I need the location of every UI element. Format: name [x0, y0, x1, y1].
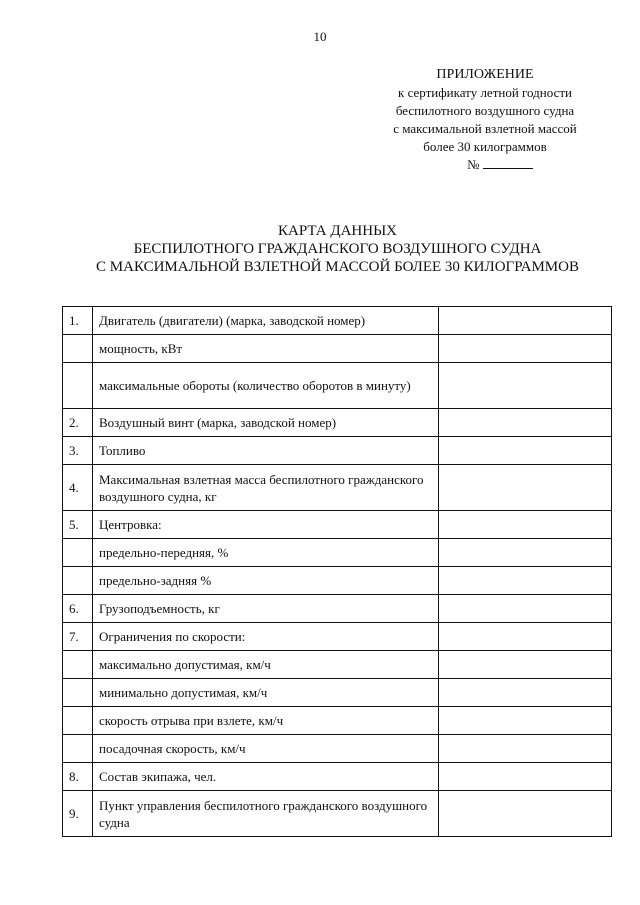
table-row: [63, 363, 612, 409]
table-row: [63, 707, 612, 735]
data-card-table: [62, 306, 612, 837]
number-sign: №: [467, 157, 480, 172]
table-row: [63, 651, 612, 679]
row-value-cell[interactable]: [439, 511, 612, 539]
table-row: [63, 437, 612, 465]
appendix-line: к сертификату летной годности: [398, 85, 572, 100]
table-row: [63, 465, 612, 511]
row-label: посадочная скорость, км/ч: [93, 735, 439, 763]
appendix-line: беспилотного воздушного судна: [395, 103, 575, 118]
certificate-number-blank: [483, 156, 533, 169]
row-number: 5.: [63, 511, 93, 539]
row-value-cell[interactable]: [439, 465, 612, 511]
row-value-cell[interactable]: [439, 335, 612, 363]
row-value-cell[interactable]: [439, 363, 612, 409]
row-number: [63, 567, 93, 595]
row-number: [63, 363, 93, 409]
row-value-cell[interactable]: [439, 307, 612, 335]
row-number: 7.: [63, 623, 93, 651]
row-number: [63, 651, 93, 679]
table-row: [63, 595, 612, 623]
table-row: [63, 735, 612, 763]
table-row: [63, 679, 612, 707]
row-label: Центровка:: [93, 511, 439, 539]
page-number: 10: [313, 29, 327, 44]
row-number: [63, 679, 93, 707]
row-value-cell[interactable]: [439, 791, 612, 837]
row-value-cell[interactable]: [439, 595, 612, 623]
row-number: [63, 539, 93, 567]
row-label: максимальные обороты (количество оборотов в минуту): [93, 363, 439, 409]
row-label: Пункт управления беспилотного гражданского воздушного судна: [93, 791, 439, 837]
row-label: скорость отрыва при взлете, км/ч: [93, 707, 439, 735]
certificate-number-line: [360, 156, 610, 174]
row-number: 3.: [63, 437, 93, 465]
row-label: Воздушный винт (марка, заводской номер): [93, 409, 439, 437]
appendix-line: с максимальной взлетной массой: [393, 121, 577, 136]
row-number: 4.: [63, 465, 93, 511]
row-label: Топливо: [93, 437, 439, 465]
row-number: [63, 335, 93, 363]
table-row: [63, 539, 612, 567]
appendix-line: более 30 килограммов: [423, 139, 547, 154]
table-row: [63, 307, 612, 335]
appendix-heading: ПРИЛОЖЕНИЕ: [436, 67, 534, 82]
table-row: [63, 567, 612, 595]
row-value-cell[interactable]: [439, 679, 612, 707]
document-title: [0, 222, 640, 276]
row-label: Грузоподъемность, кг: [93, 595, 439, 623]
row-value-cell[interactable]: [439, 437, 612, 465]
row-value-cell[interactable]: [439, 707, 612, 735]
table-row: [63, 335, 612, 363]
row-number: [63, 735, 93, 763]
row-value-cell[interactable]: [439, 651, 612, 679]
table-row: [63, 791, 612, 837]
title-line: БЕСПИЛОТНОГО ГРАЖДАНСКОГО ВОЗДУШНОГО СУДНА: [133, 241, 542, 257]
title-line: КАРТА ДАННЫХ: [277, 223, 397, 239]
row-label: предельно-передняя, %: [93, 539, 439, 567]
row-value-cell[interactable]: [439, 623, 612, 651]
row-number: [63, 707, 93, 735]
table-row: [63, 763, 612, 791]
row-value-cell[interactable]: [439, 567, 612, 595]
row-label: минимально допустимая, км/ч: [93, 679, 439, 707]
row-label: предельно-задняя %: [93, 567, 439, 595]
table-row: [63, 511, 612, 539]
appendix-header: [360, 66, 610, 174]
row-label: мощность, кВт: [93, 335, 439, 363]
row-label: Максимальная взлетная масса беспилотного гражданского воздушного судна, кг: [93, 465, 439, 511]
row-value-cell[interactable]: [439, 763, 612, 791]
row-number: 1.: [63, 307, 93, 335]
row-number: 8.: [63, 763, 93, 791]
row-value-cell[interactable]: [439, 409, 612, 437]
row-number: 6.: [63, 595, 93, 623]
row-label: Двигатель (двигатели) (марка, заводской номер): [93, 307, 439, 335]
row-value-cell[interactable]: [439, 735, 612, 763]
row-label: максимально допустимая, км/ч: [93, 651, 439, 679]
row-value-cell[interactable]: [439, 539, 612, 567]
table-row: [63, 409, 612, 437]
title-line: С МАКСИМАЛЬНОЙ ВЗЛЕТНОЙ МАССОЙ БОЛЕЕ 30 КИЛОГРАММОВ: [96, 259, 579, 275]
row-number: 9.: [63, 791, 93, 837]
row-label: Состав экипажа, чел.: [93, 763, 439, 791]
row-label: Ограничения по скорости:: [93, 623, 439, 651]
row-number: 2.: [63, 409, 93, 437]
table-row: [63, 623, 612, 651]
